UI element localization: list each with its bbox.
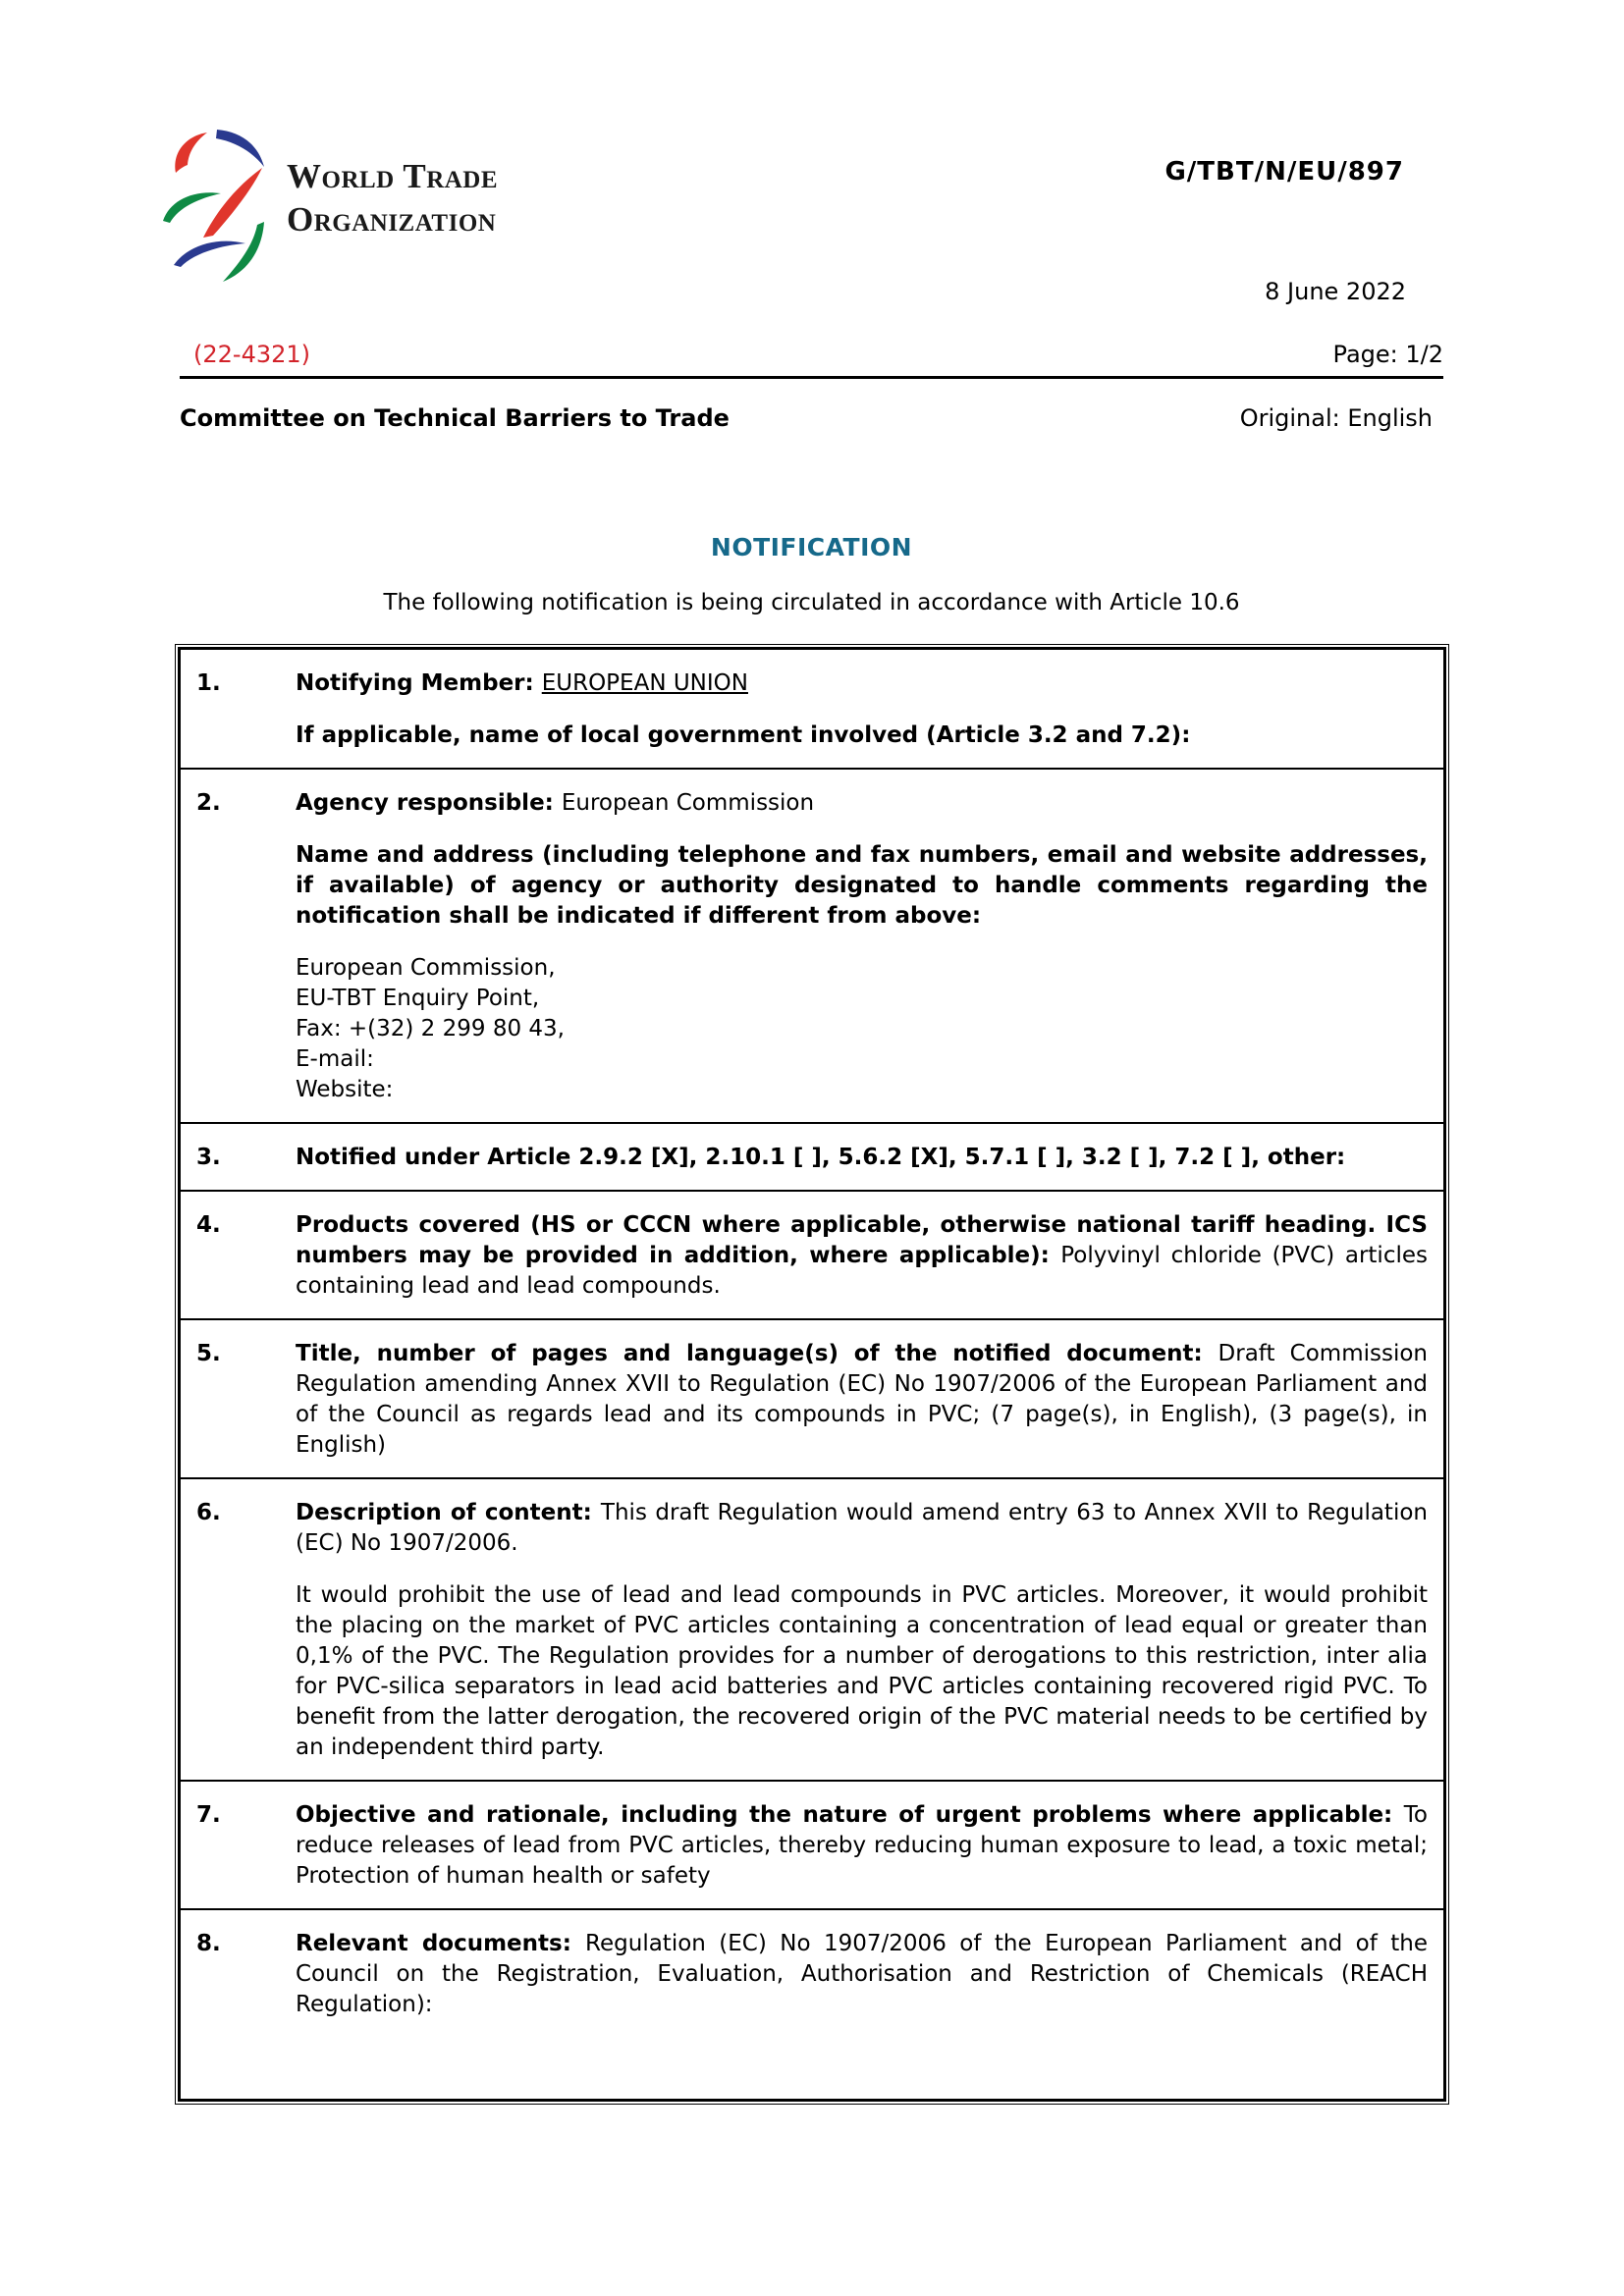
table-row-7	[181, 1780, 1443, 1908]
table-row-3	[181, 1122, 1443, 1190]
table-row-1	[181, 650, 1443, 768]
wto-wordmark	[287, 155, 498, 241]
row-number: 5.	[196, 1341, 221, 1366]
original-language: Original: English	[1239, 404, 1433, 432]
committee-title: Committee on Technical Barriers to Trade	[180, 404, 730, 432]
paragraph: Agency responsible: European Commission	[296, 790, 815, 816]
row-number: 6.	[196, 1500, 221, 1525]
row-content	[296, 1143, 1428, 1173]
table-row-6	[181, 1477, 1443, 1780]
notification-subtitle: The following notification is being circulated in accordance with Article 10.6	[383, 590, 1240, 615]
table-row-8	[181, 1908, 1443, 2099]
row-content	[296, 1498, 1428, 1763]
row-number: 3.	[196, 1145, 221, 1170]
notifying-member-value: EUROPEAN UNION	[541, 670, 748, 696]
table-row-5	[181, 1318, 1443, 1477]
notification-table	[175, 644, 1449, 2105]
row-content	[296, 668, 1428, 751]
paragraph: It would prohibit the use of lead and lead compounds in PVC articles. Moreover, it would prohibit the placing on the market of PVC articles containing a concentration of lead equal or greater than 0,1% of the PVC. The Regulation provides for a number of derogations to this restriction, inter alia for PVC-silica separators in lead acid batteries and PVC articles containing recovered rigid PVC. To benefit from the latter derogation, the recovered origin of the PVC material needs to be certified by an independent third party.	[296, 1582, 1428, 1760]
paragraph: Name and address (including telephone and fax numbers, email and website addresses, if available) of agency or authority designated to handle comments regarding the notification shall be indicated if different from above:	[296, 842, 1428, 929]
header-divider	[180, 376, 1443, 379]
row-content	[296, 1929, 1428, 2020]
reference-number: (22-4321)	[193, 341, 311, 368]
wto-logo-icon	[160, 126, 270, 283]
paragraph: Objective and rationale, including the nature of urgent problems where applicable: To reduce releases of lead from PVC articles, thereby reducing human exposure to lead, a toxic metal; Protection of human health or safety	[296, 1802, 1428, 1889]
wordmark-line2: Organization	[287, 200, 497, 239]
agency-address-block: European Commission, EU-TBT Enquiry Point, Fax: +(32) 2 299 80 43, E-mail: Website:	[296, 955, 565, 1102]
row-number: 2.	[196, 790, 221, 816]
row-number: 8.	[196, 1931, 221, 1956]
table-row-2	[181, 768, 1443, 1122]
row-content	[296, 1210, 1428, 1302]
row-content	[296, 1800, 1428, 1892]
wordmark-line1: World Trade	[287, 157, 499, 195]
row-number: 4.	[196, 1212, 221, 1238]
notification-title: NOTIFICATION	[710, 533, 913, 561]
paragraph: Title, number of pages and language(s) of the notified document: Draft Commission Regulation amending Annex XVII to Regulation (EC) No 1907/2006 of the European Parliament and of the Council as regards lead and its compounds in PVC; (7 page(s), in English), (3 page(s), in English)	[296, 1341, 1428, 1458]
paragraph: Notified under Article 2.9.2 [X], 2.10.1 [ ], 5.6.2 [X], 5.7.1 [ ], 3.2 [ ], 7.2 [ ], other:	[296, 1145, 1346, 1170]
paragraph: Description of content: This draft Regulation would amend entry 63 to Annex XVII to Regulation (EC) No 1907/2006.	[296, 1500, 1428, 1556]
paragraph: Relevant documents: Regulation (EC) No 1907/2006 of the European Parliament and of the Council on the Registration, Evaluation, Authorisation and Restriction of Chemicals (REACH Regulation):	[296, 1931, 1428, 2017]
document-date: 8 June 2022	[1265, 278, 1406, 305]
table-row-4	[181, 1190, 1443, 1318]
row-content	[296, 788, 1428, 1105]
row-number: 1.	[196, 670, 221, 696]
paragraph: Notifying Member: EUROPEAN UNION	[296, 670, 748, 696]
paragraph: If applicable, name of local government involved (Article 3.2 and 7.2):	[296, 722, 1191, 748]
paragraph: Products covered (HS or CCCN where applicable, otherwise national tariff heading. ICS numbers may be provided in addition, where applicable): Polyvinyl chloride (PVC) articles containing lead and lead compounds.	[296, 1212, 1428, 1299]
page-indicator: Page: 1/2	[1332, 341, 1443, 368]
document-symbol: G/TBT/N/EU/897	[1164, 157, 1404, 187]
row-number: 7.	[196, 1802, 221, 1828]
row-content	[296, 1339, 1428, 1461]
